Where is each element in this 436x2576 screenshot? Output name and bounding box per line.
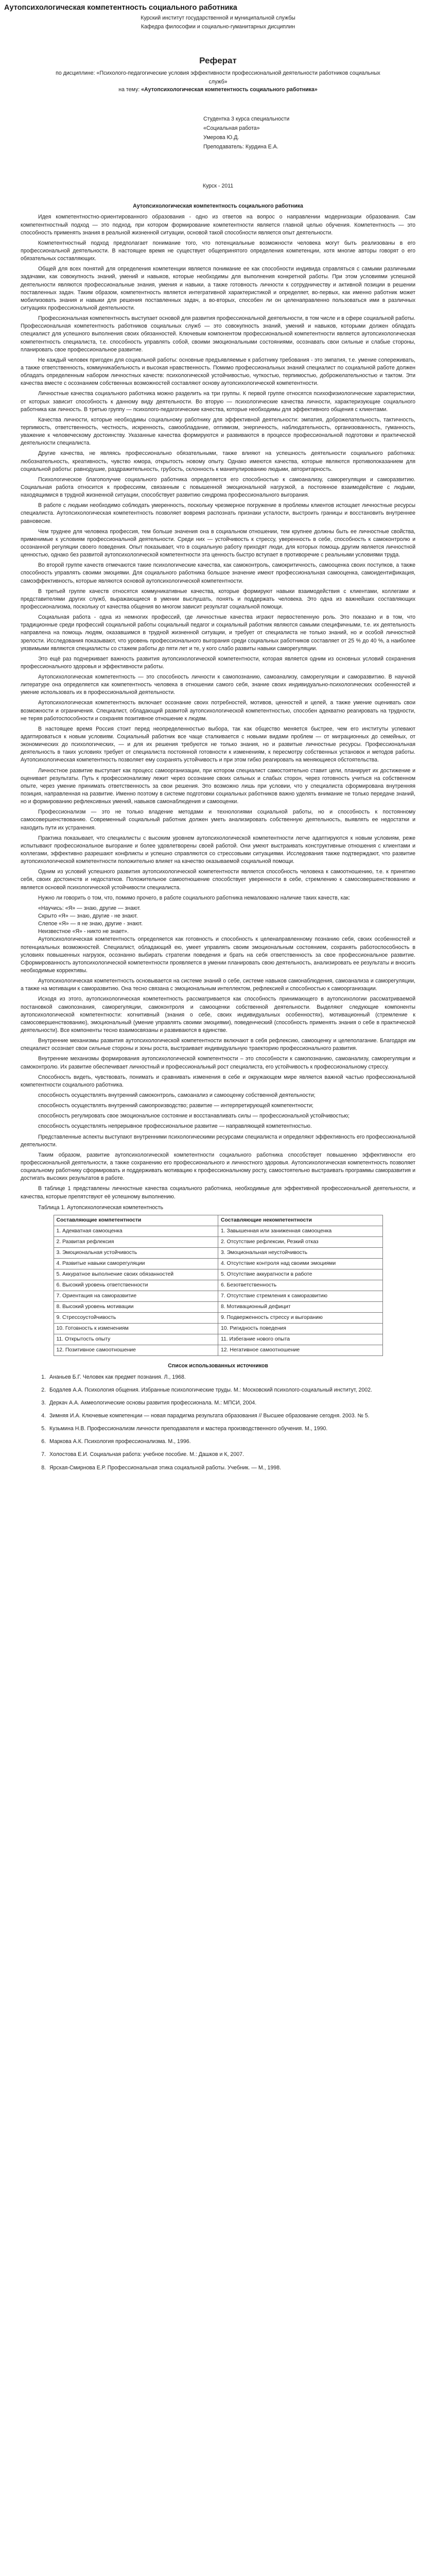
ability-item: способность осуществлять внутренний самоконтроль, самоанализ и самооценку собственной деятельности; [38,1092,316,1098]
student-info [203,114,415,151]
body-paragraph: Нужно ли говорить о том, что, помимо прочего, в работе социального работника немаловажно наличие таких качеств, как: [38,894,350,901]
body-paragraph: Это ещё раз подчеркивает важность развития аутопсихологической компетентности, которая является одним из основных условий сохранения профессионального здоровья и эффективности работы. [21,655,415,670]
body-paragraph: Идея компетентностно-ориентированного образования - одно из ответов на вопрос о направлении модернизации образования. Сам компетентностный подход — это подход, при котором формирование компетентности является главной целью обучения. Компетентность — это способность применять знания в реальной жизненной ситуации, основой такой способности является опыт деятельности. [21,214,415,236]
competence-cell: 3. Эмоциональная устойчивость [54,1247,218,1258]
body-paragraph: Профессионализм — это не только владение методами и технологиями социальной работы, но и способность к постоянному самосовершенствованию. Современный социальный работник должен уметь анализировать собственную деятельность, выявлять ее недостатки и находить пути их устранения. [21,809,415,831]
competence-cell: 11. Открытость опыту [54,1334,218,1345]
competence-cell: 12. Позитивное самоотношение [54,1345,218,1356]
reference-item: 2. Бодалев А.А. Психология общения. Избранные психологические труды. М.: Московский психолого-социальный институт, 2002. [47,1386,415,1394]
ability-item: способность регулировать свое эмоциональное состояние и восстанавливать силы — профессиональной устойчивостью; [38,1113,350,1120]
body-paragraph: Таким образом, развитие аутопсихологической компетентности социального работника способствует повышению эффективности его профессиональной деятельности, а также сохранению его профессионального и личностного здоровья. Аутопсихологическая компетентность позволяет социальному работнику сформировать и поддерживать мотивацию к профессиональному росту, самостоятельно выстраивать программы саморазвития и достигать высоких результатов в работе. [21,1151,415,1182]
table-row [54,1258,382,1269]
ability-item: способность осуществлять непрерывное профессиональное развитие — направляющей компетентностью. [38,1123,312,1130]
table-row [54,1247,382,1258]
body-paragraph: Личностное развитие выступает как процесс самоорганизации, при котором специалист самостоятельно ставит цели, планирует их достижение и оценивает результаты. Путь к профессионализму лежит через осознание своих сильных и слабых сторон, через готовность учиться на собственном опыте, через умение принимать ответственность за свои решения. Это возможно лишь при условии, что у специалиста сформирована внутренняя позиция, направленная на развитие. Именно поэтому в системе подготовки социальных работников важно уделять внимание не только передаче знаний, но и формированию рефлексивных умений, навыков самонаблюдения и самооценки. [21,767,415,805]
topic-line [51,86,385,94]
quote-line: Слепое «Я» — я не знаю, другие - знают. [38,921,143,927]
table-row [54,1334,382,1345]
body-paragraph: Внутренние механизмы формирования аутопсихологической компетентности – это способности к самопознанию, самоанализу, саморегуляции и самоконтролю. Их развитие обеспечивает личностный и профессиональный рост специалиста, его устойчивость к профессиональному стрессу. [21,1056,415,1070]
body-paragraph: Качества личности, которые необходимы социальному работнику для эффективной деятельности: эмпатия, доброжелательность, тактичность, терпимость, ответственность, честность, искренность, самообладание, оптимизм, энергичность, наблюдательность, организованность, гуманность, уважение к человеческому достоинству. Указанные качества формируются и развиваются в процессе профессиональной подготовки и практической деятельности специалиста. [21,416,415,447]
topic-text: «Аутопсихологическая компетентность социального работника» [141,87,318,93]
city-year: Курск - 2011 [202,183,234,190]
incompetence-cell: 3. Эмоциональная неустойчивость [218,1247,383,1258]
reference-item: 3. Деркач А.А. Акмеологические основы развития профессионала. М.: МПСИ, 2004. [47,1399,415,1407]
competence-cell: 5. Аккуратное выполнение своих обязанностей [54,1269,218,1280]
competence-cell: 10. Готовность к изменениям [54,1324,218,1334]
table-caption: Таблица 1. Аутопсихологическая компетентность [38,1204,163,1211]
body-paragraph: Личностные качества социального работника можно разделить на три группы. К первой группе относятся психофизиологические характеристики, от которых зависит способность к данному виду деятельности. Во вторую — психологические качества личности, характеризующие социального работника как личность. В третью группу — психолого-педагогические качества, которые необходимы для эффективного общения с клиентами. [21,391,415,413]
section-title: Аутопсихологическая компетентность социального работника [133,203,303,210]
body-paragraph: Способность видеть, чувствовать, понимать и сравнивать изменения в себе и окружающем мире является важной частью профессиональной компетентности социального работника. [21,1074,415,1088]
incompetence-cell: 1. Завышенная или заниженная самооценка [218,1226,383,1236]
table-row [54,1291,382,1302]
incompetence-cell: 10. Ригидность поведения [218,1324,383,1334]
competence-table [54,1215,383,1357]
teacher-name: Преподаватель: Курдина Е.А. [203,144,278,150]
table-row [54,1324,382,1334]
body-paragraph: Профессиональная компетентность выступает основой для развития профессиональной деятельности, в том числе и в сфере социальной работы. Профессиональная компетентность работников социальных служб — это совокупность знаний, умений и навыков, которыми должен обладать специалист для успешного выполнения своих обязанностей. Ключевым компонентом профессиональной компетентности является аутопсихологическая компетентность специалиста, т.е. способность управлять собой, своими эмоциональными состояниями, осознавать свои сильные и слабые стороны, планировать свое профессиональное развитие. [21,315,415,353]
body-paragraph: Аутопсихологическая компетентность определяется как готовность и способность к целенаправленному познанию себя, своих особенностей и потенциальных возможностей. Специалист, обладающий ею, умеет управлять своим эмоциональным состоянием, сохранять работоспособность в условиях повышенных нагрузок, осознанно выбирать стратегии поведения и брать на себя ответственность за свое профессиональное развитие. Сформированность аутопсихологической компетентности проявляется в умении планировать свою деятельность, анализировать ее результаты и вносить необходимые коррективы. [21,936,415,974]
quote-line: «Научись: «Я» — знаю, другие — знают. [38,905,141,911]
incompetence-cell: 7. Отсутствие стремления к саморазвитию [218,1291,383,1302]
body-paragraph: Представленные аспекты выступают внутренними психологическими ресурсами специалиста и определяют эффективность его профессиональной деятельности. [21,1133,415,1148]
reference-item: 5. Кузьмина Н.В. Профессионализм личности преподавателя и мастера производственного обучения. М., 1990. [47,1425,415,1433]
body-paragraph: Практика показывает, что специалисты с высоким уровнем аутопсихологической компетентности легче адаптируются к новым условиям, реже испытывают профессиональное выгорание и более удовлетворены своей работой. Они умеют выстраивать конструктивные отношения с клиентами и коллегами, эффективно разрешают конфликты и успешно справляются со стрессовыми ситуациями. Исследования также подтверждают, что развитие аутопсихологической компетентности положительно влияет на качество оказываемой социальной помощи. [21,835,415,865]
body-paragraph: Внутренние механизмы развития аутопсихологической компетентности включают в себя рефлексию, самооценку и целеполагание. Благодаря им специалист осознает свои сильные стороны и зоны роста, выстраивает индивидуальную траекторию профессионального развития. [21,1038,415,1052]
table-row [54,1280,382,1291]
table-row [54,1345,382,1356]
body-paragraphs-2 [21,936,415,1089]
body-paragraph: Аутопсихологическая компетентность включает осознание своих потребностей, мотивов, ценностей и целей, а также умение оценивать свои возможности и ограничения. Специалист, обладающий развитой аутопсихологической компетентностью, способен адекватно реагировать на трудности, не теряя работоспособности и сохраняя позитивное отношение к людям. [21,700,415,722]
body-paragraph: Чем труднее для человека профессия, тем больше значения она в социальном отношении, тем крупнее должны быть ее личностные свойства, применимые к условиям профессиональной деятельности. Среди них — устойчивость к стрессу, уверенность в себе, способность к самоконтролю и осознанной регуляции своего поведения. Опыт показывает, что в социальную работу приходят люди, для которых помощь другим является личностной ценностью, однако без развитой аутопсихологической компетентности эта ценность быстро вступает в противоречие с реальными условиями труда. [21,528,415,558]
incompetence-cell: 9. Подверженность стрессу и выгоранию [218,1313,383,1324]
bibliography-list [21,1374,415,1472]
body-paragraph: Одним из условий успешного развития аутопсихологической компетентности является способность человека к самоотношению, т.е. к принятию себя, своих достоинств и недостатков. Положительное самоотношение способствует уверенности в себе, стремлению к самосовершенствованию и является основой психологической устойчивости специалиста. [21,869,415,891]
institution-name: Курский институт государственной и муниципальной службы [141,15,295,22]
topic-prefix: на тему: [118,87,140,93]
quote-line: Неизвестное «Я» - никто не знает». [38,928,129,935]
incompetence-cell: 4. Отсутствие контроля над своими эмоциями [218,1258,383,1269]
competence-cell: 1. Адекватная самооценка [54,1226,218,1236]
table-row [54,1226,382,1236]
incompetence-cell: 6. Безответственность [218,1280,383,1291]
abilities-list [21,1092,415,1131]
table-header-incompetence: Составляющие некомпетентности [218,1215,383,1226]
johari-quote [21,905,415,936]
body-paragraph: Не каждый человек пригоден для социальной работы: основные предъявляемые к работнику требования - это эмпатия, т.е. умение сопереживать, а также ответственность, коммуникабельность и высокая нравственность. Помимо профессиональных знаний специалист по социальной работе должен обладать определенным набором личностных качеств: психологической устойчивостью, чуткостью, терпимостью, доброжелательностью и тактом. Эти качества вместе с осознанием собственных возможностей составляют основу аутопсихологической компетентности. [21,357,415,387]
table-header-competence: Составляющие компетентности [54,1215,218,1226]
incompetence-cell: 2. Отсутствие рефлексии, Резкий отказ [218,1236,383,1247]
body-paragraph: Во второй группе качеств отмечаются такие психологические качества, как самоконтроль, самокритичность, самооценка своих поступков, а также способность управлять своими эмоциями. Для социального работника большое значение имеют профессиональная самооценка, самоидентификация, самоэффективность, которые являются основой аутопсихологической компетентности. [21,562,415,584]
body-paragraph: В настоящее время Россия стоит перед неопределенностью выбора, так как общество меняется быстрее, чем его институты успевают адаптироваться к новым условиям. Социальный работник все чаще сталкивается с новыми видами проблем — от миграционных до семейных, от экономических до психологических, — и для их решения требуются не только знания, но и развитые личностные ресурсы. Профессиональная деятельность в таких условиях требует от специалиста постоянной готовности к изменениям, к пересмотру собственных установок и методов работы. Аутопсихологическая компетентность позволяет ему сохранять устойчивость и при этом гибко реагировать на меняющиеся обстоятельства. [21,725,415,764]
body-paragraphs-3 [21,1133,415,1201]
competence-cell: 9. Стрессоустойчивость [54,1313,218,1324]
table-row [54,1269,382,1280]
incompetence-cell: 5. Отсутствие аккуратности в работе [218,1269,383,1280]
institution-block [21,14,415,31]
body-paragraph: Компетентностный подход предполагает понимание того, что потенциальные возможности человека могут быть реализованы в его профессиональной деятельности. В настоящее время не существует общепринятого определения компетенции, хотя многие авторы говорят о его обязательных составляющих. [21,240,415,262]
incompetence-cell: 12. Негативное самоотношение [218,1345,383,1356]
referat-label: Реферат [199,55,237,65]
discipline-line: по дисциплине: «Психолого-педагогические условия эффективности профессиональной деятельности работников социальных служб» [56,70,380,85]
table-row [54,1302,382,1313]
body-paragraph: Общей для всех понятий для определения компетенции является понимание ее как способности индивида справляться с самыми различными задачами, как совокупность знаний, умений и навыков, которые необходимы для выполнения конкретной работы. При этом условиями успешной деятельности являются профессиональные знания, умения и навыки, а также готовность личности к сотрудничеству и активной позиции в решении поставленных задач. Таким образом, компетентность является интегративной характеристикой и определяет, во-первых, как именно работник может мобилизовать знания и навыки для решения поставленных задач, а во-вторых, способен ли он целенаправленно пользоваться ими в различных ситуациях профессиональной деятельности. [21,266,415,312]
body-paragraph: В таблице 1 представлены личностные качества социального работника, необходимые для эффективной профессиональной деятельности, и качества, которые препятствуют её успешному выполнению. [21,1185,415,1200]
body-paragraph: Аутопсихологическая компетентность — это способность личности к самопознанию, самоанализу, саморегуляции и саморазвитию. В научной литературе она определяется как компетентность человека в отношении самого себя, знание своих индивидуально-психологических особенностей и умение использовать их в профессиональной деятельности. [21,674,415,696]
body-paragraph: Исходя из этого, аутопсихологическая компетентность рассматривается как способность принимающего в аутопсихологии рассматриваемой постановкой самопознания, саморегуляции, самоконтроля и самооценки собственной деятельности. Выделяют следующие компоненты аутопсихологической компетентности: когнитивный (знания о себе, своих индивидуальных особенностях), мотивационный (стремление к самосовершенствованию), эмоциональный (умение управлять своими эмоциями), поведенческий (способность применять знания о себе в практической деятельности). Все компоненты тесно взаимосвязаны и развиваются в единстве. [21,996,415,1033]
body-paragraph: Другие качества, не являясь профессионально обязательными, также влияют на успешность деятельности социального работника: любознательность, креативность, чувство юмора, открытость новому опыту. Однако имеются качества, которые являются противопоказанием для социальной работы: равнодушие, раздражительность, грубость, склонность к манипулированию людьми, авторитарность. [21,450,415,472]
table-row [54,1313,382,1324]
table-row [54,1236,382,1247]
competence-cell: 2. Развитая рефлексия [54,1236,218,1247]
student-name: Умерова Ю.Д. [203,134,239,141]
reference-item: 6. Маркова А.К. Психология профессионализма. М., 1996. [47,1438,415,1446]
table-header-row [54,1215,382,1226]
bibliography-title: Список использованных источников [168,1363,268,1369]
incompetence-cell: 11. Избегание нового опыта [218,1334,383,1345]
body-paragraph: Психологическое благополучие социального работника определяется его способностью к самоанализу, саморегуляции и саморазвитию. Социальная работа относится к профессиям, связанным с повышенной эмоциональной нагрузкой, а постоянное взаимодействие с людьми, находящимися в трудной жизненной ситуации, способствует развитию синдрома профессионального выгорания. [21,476,415,499]
ability-item: способность осуществлять внутренний самопроизводство; развитие — интерпретирующей компетентности; [38,1103,313,1109]
incompetence-cell: 8. Мотивационный дефицит [218,1302,383,1313]
body-paragraph: Социальная работа - одна из немногих профессий, где личностные качества играют первостепенную роль. Это показано и в том, что традиционные среди профессий социальной работы социальный педагог и социальный работник являются самыми специфичными, т.е. их деятельность направлена на помощь людям, оказавшимся в трудной жизненной ситуации, и требует от специалиста не только знаний, но и особой личностной зрелости. Исследования показывают, что уровень профессионального выгорания среди социальных работников составляет от 25 % до 40 %, а наиболее уязвимыми являются специалисты со стажем работы до пяти лет и те, у кого слабо развиты навыки саморегуляции. [21,614,415,652]
reference-item: 8. Ярская-Смирнова Е.Р. Профессиональная этика социальной работы. Учебник. — М., 1998. [47,1464,415,1472]
competence-cell: 8. Высокий уровень мотивации [54,1302,218,1313]
body-paragraph: Аутопсихологическая компетентность основывается на системе знаний о себе, системе навыков самонаблюдения, самоанализа и саморегуляции, а также на мотивации к саморазвитию. Она тесно связана с эмоциональным интеллектом, рефлексией и способностью к самоорганизации. [21,978,415,992]
reference-item: 1. Ананьев Б.Г. Человек как предмет познания. Л., 1968. [47,1374,415,1381]
student-course: Студентка 3 курса специальности [203,116,290,123]
quote-line: Скрыто «Я» — знаю, другие - не знают. [38,913,138,919]
body-paragraph: В третьей группе качеств относятся коммуникативные качества, которые формируют навыки взаимодействия с клиентами, коллегами и представителями других служб, выражающиеся в умении выслушать, понять и поддержать человека. Это одна из важнейших составляющих профессионализма, поскольку от качества общения во многом зависит результат социальной помощи. [21,588,415,610]
department-name: Кафедра философии и социально-гуманитарных дисциплин [141,23,295,30]
reference-item: 4. Зимняя И.А. Ключевые компетенции — новая парадигма результата образования // Высшее образование сегодня. 2003. № 5. [47,1412,415,1420]
body-paragraphs-1 [21,213,415,902]
reference-item: 7. Холостова Е.И. Социальная работа: учебное пособие. М.: Дашков и К, 2007. [47,1451,415,1459]
competence-cell: 7. Ориентация на саморазвитие [54,1291,218,1302]
body-paragraph: В работе с людьми необходимо соблюдать умеренность, поскольку чрезмерное погружение в проблемы клиентов истощает личностные ресурсы специалиста. Аутопсихологическая компетентность позволяет вовремя распознать признаки усталости, выстроить границы и восстановить внутреннее равновесие. [21,502,415,524]
student-specialty: «Социальная работа» [203,125,260,132]
competence-cell: 6. Высокий уровень ответственности [54,1280,218,1291]
document-title: Аутопсихологическая компетентность социального работника [4,4,237,12]
competence-cell: 4. Развитые навыки саморегуляции [54,1258,218,1269]
